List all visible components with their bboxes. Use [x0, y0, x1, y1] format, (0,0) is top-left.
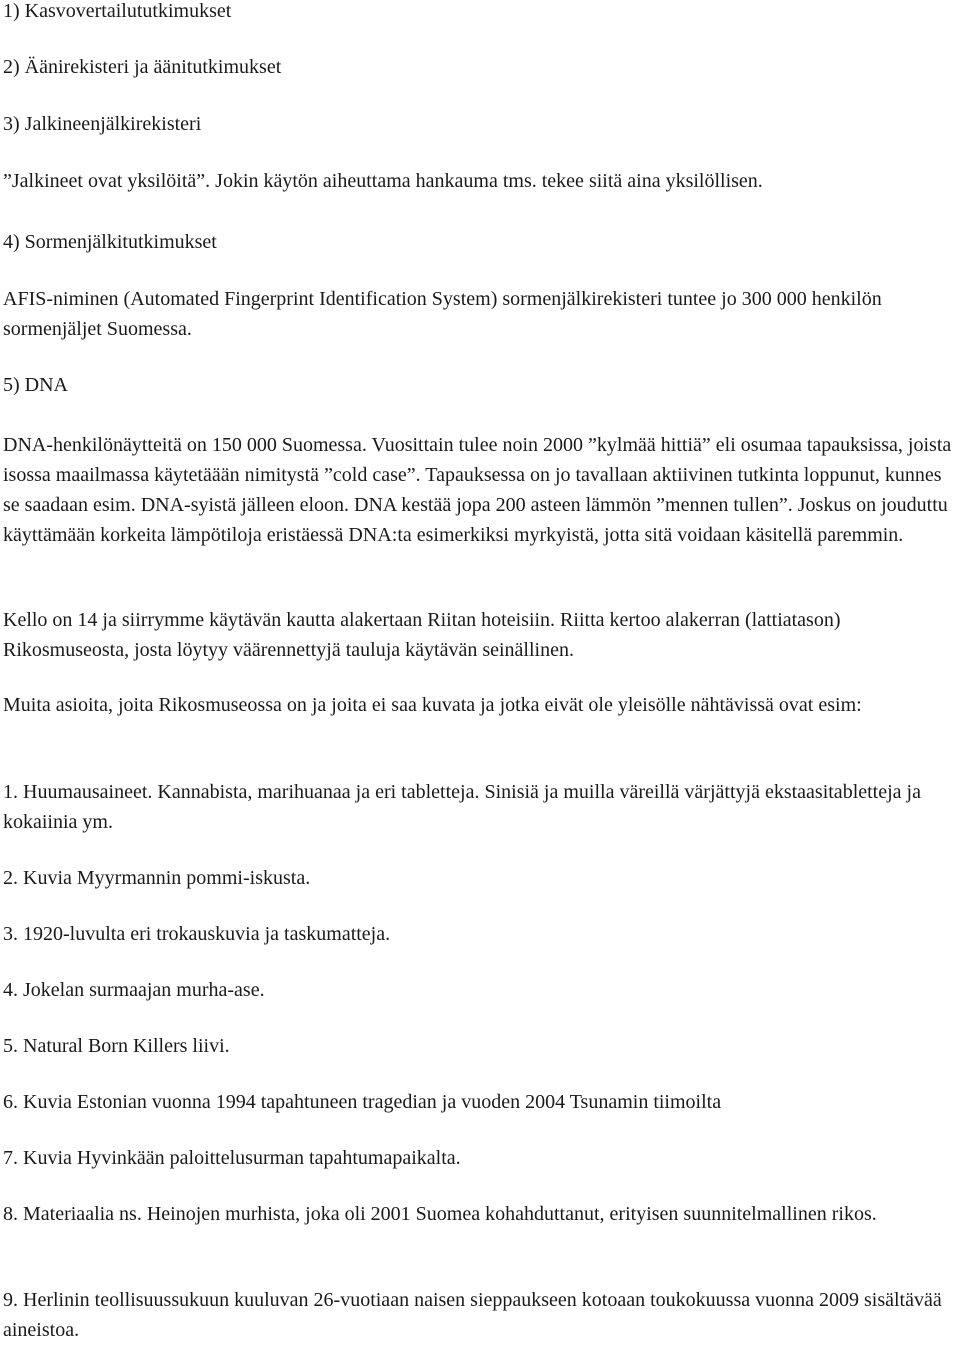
- list-item-8: 8. Materiaalia ns. Heinojen murhista, joka oli 2001 Suomea kohahduttanut, erityisen suunnitelmallinen rikos.: [3, 1203, 877, 1225]
- paragraph-museum-items-intro: Muita asioita, joita Rikosmuseossa on ja joita ei saa kuvata ja jotka eivät ole yleisölle nähtävissä ovat esim:: [3, 694, 862, 716]
- list-item-2: 2. Kuvia Myyrmannin pommi-iskusta.: [3, 867, 311, 889]
- list-item-5: 5. Natural Born Killers liivi.: [3, 1035, 230, 1057]
- heading-face-comparison: 1) Kasvovertailututkimukset: [3, 0, 232, 22]
- heading-dna: 5) DNA: [3, 374, 68, 396]
- paragraph-dna-samples: DNA-henkilönäytteitä on 150 000 Suomessa. Vuosittain tulee noin 2000 ”kylmää hittiä” eli osumaa tapauksissa, joista isossa maailmassa käytetäään nimitystä ”cold case”. Tapauksessa on jo tavallaan aktiivinen tutkinta loppunut, kunnes se saadaan esim. DNA-syistä jälleen eloon. DNA kestää jopa 200 asteen lämmön ”mennen tullen”. Joskus on jouduttu käyttämään korkeita lämpötiloja eristäessä DNA:ta esimerkiksi myrkyistä, jotta sitä voidaan käsitellä paremmin.: [3, 434, 952, 546]
- paragraph-afis: AFIS-niminen (Automated Fingerprint Identification System) sormenjälkirekisteri tuntee jo 300 000 henkilön sormenjäljet Suomessa.: [3, 288, 882, 340]
- list-item-7: 7. Kuvia Hyvinkään paloittelusurman tapahtumapaikalta.: [3, 1147, 461, 1169]
- list-item-6: 6. Kuvia Estonian vuonna 1994 tapahtuneen tragedian ja vuoden 2004 Tsunamin tiimoilta: [3, 1091, 722, 1113]
- paragraph-crime-museum-visit: Kello on 14 ja siirrymme käytävän kautta alakertaan Riitan hoteisiin. Riitta kertoo alakerran (lattiatason) Rikosmuseosta, josta löytyy väärennettyjä tauluja käytävän seinällinen.: [3, 609, 841, 661]
- heading-voice-registry: 2) Äänirekisteri ja äänitutkimukset: [3, 56, 282, 78]
- list-item-4: 4. Jokelan surmaajan murha-ase.: [3, 979, 265, 1001]
- list-item-9: 9. Herlinin teollisuussukuun kuuluvan 26-vuotiaan naisen sieppaukseen kotoaan toukokuussa vuonna 2009 sisältävää aineistoa.: [3, 1289, 942, 1341]
- list-item-3: 3. 1920-luvulta eri trokauskuvia ja taskumatteja.: [3, 923, 391, 945]
- paragraph-shoes-unique: ”Jalkineet ovat yksilöitä”. Jokin käytön aiheuttama hankauma tms. tekee siitä aina yksilöllisen.: [3, 170, 763, 192]
- list-item-1: 1. Huumausaineet. Kannabista, marihuanaa ja eri tabletteja. Sinisiä ja muilla väreillä värjättyjä ekstaasitabletteja ja kokaiinia ym.: [3, 781, 921, 833]
- heading-shoeprint-registry: 3) Jalkineenjälkirekisteri: [3, 113, 202, 135]
- heading-fingerprints: 4) Sormenjälkitutkimukset: [3, 231, 217, 253]
